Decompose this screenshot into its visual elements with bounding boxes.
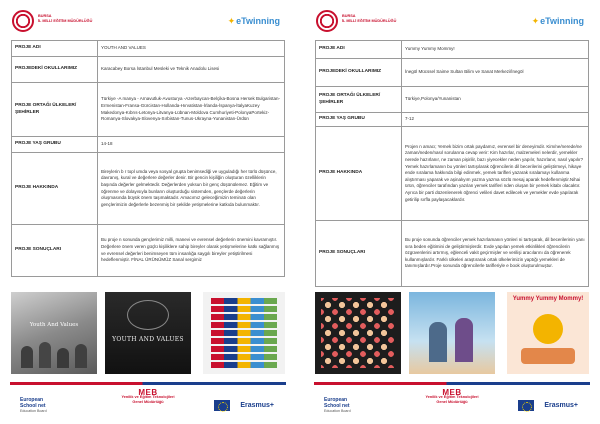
table-row bbox=[316, 127, 589, 221]
page-footer bbox=[312, 380, 592, 424]
character-collage-photo bbox=[315, 292, 401, 374]
eun-sub: Education Board bbox=[324, 409, 351, 413]
footer-divider bbox=[314, 382, 590, 385]
row-value: 14-18 bbox=[98, 137, 285, 153]
meb-footer-line1: Yenilik ve Eğitim Teknolojileri bbox=[425, 395, 479, 399]
etwinning-text: eTwinning bbox=[236, 16, 280, 26]
star-icon: ✦ bbox=[531, 16, 540, 26]
row-label: PROJE SONUÇLARI bbox=[316, 221, 402, 287]
photo-strip bbox=[315, 292, 589, 374]
eu-flag-icon bbox=[214, 400, 230, 411]
table-row bbox=[12, 153, 285, 225]
table-row bbox=[316, 113, 589, 127]
photo-strip bbox=[11, 292, 285, 374]
eun-line2: School net bbox=[20, 402, 46, 409]
meb-footer-line2: Genel Müdürlüğü bbox=[132, 400, 164, 404]
eun-line2: School net bbox=[324, 402, 350, 409]
footer-divider bbox=[10, 382, 286, 385]
project-info-table bbox=[315, 40, 589, 287]
row-label: PROJE HAKKINDA bbox=[12, 153, 98, 225]
row-value: Yummy Yummy Mommy! bbox=[402, 41, 589, 59]
page-footer bbox=[8, 380, 288, 424]
row-value: Bu proje n sonunda gençlerimiz milli, manevi ve evrensel değerlerin önemini kavramıştır. Değerlere önem veren güçlü kişiliklere sahip bireyler olarak yetişmelerine katkı sağlanmış ve evrensel değerleri benimseyen tüm insanlığa saygılı bireyler yetiştirilmesi hedeflenmiştir. FİNAL ÜRÜNÜMÜZ Sanal sergimiz bbox=[98, 225, 285, 277]
table-row bbox=[316, 41, 589, 59]
meb-footer-line2: Genel Müdürlüğü bbox=[436, 400, 468, 404]
document-page-right bbox=[312, 0, 592, 424]
meb-header-text bbox=[342, 14, 412, 24]
meb-logo-icon bbox=[12, 10, 34, 32]
row-label: PROJE SONUÇLARI bbox=[12, 225, 98, 277]
european-schoolnet-logo bbox=[324, 398, 351, 415]
classroom-photo bbox=[409, 292, 495, 374]
star-icon: ✦ bbox=[227, 16, 236, 26]
table-row bbox=[316, 221, 589, 287]
meb-mark: MEB bbox=[138, 388, 158, 397]
meb-city: BURSA bbox=[342, 14, 356, 18]
meb-logo-icon bbox=[316, 10, 338, 32]
eun-line1: European bbox=[324, 397, 348, 403]
row-label: PROJE ADI bbox=[12, 41, 98, 57]
meb-directorate: İL MİLLİ EĞİTİM MÜDÜRLÜĞÜ bbox=[38, 19, 93, 23]
eun-line1: European bbox=[20, 397, 44, 403]
photo-caption: Youth And Values bbox=[29, 322, 79, 328]
row-label: PROJEDEKİ OKULLARIMIZ bbox=[316, 59, 402, 87]
document-page-left bbox=[8, 0, 288, 424]
eun-sub: Education Board bbox=[20, 409, 47, 413]
row-label: PROJE ADI bbox=[316, 41, 402, 59]
row-value: Projen n amacı; Yemek bizim ortak paydamız, evrensel bir deneyimdir. Kim/ne/nerede/ne zaman/neden/nasıl sorularına cevap verir: Kim hazırlar, malzemeleri nelerdir, yemekler nerede hazırlanır, ne zaman pişirilir, bazı yiyecekler neden yapılır, hazırlanır, nasıl yapılır? Yemek hazırlamanın bu yönleri tartışılarak öğrencilerin dil becerilerini geliştirmeyi, hikaye ende sıralama hakkında bilgi edinmek, yemek tarifleri yazarak sıralamayı kullanma alıştırması yaparak ve aşinalıyım yazma yazma sözlü mesaj aparak hedeflenmiştir.Nihai ürün, öğrenciler tarafından yazılan yemek tarifleri nden oluşan bir yemek kitabı olacaktır. Ayrıca bir parti düzenlenerek öğrenci velileri davet edilecek ve yemekler evde yapılarak getirilip sırfla paylaşacaklardır. bbox=[402, 127, 589, 221]
meb-footer-logo bbox=[112, 390, 184, 405]
row-value: Türkiye,Polonya/Yunanistan bbox=[402, 87, 589, 113]
meb-footer-logo bbox=[416, 390, 488, 405]
meb-city: BURSA bbox=[38, 14, 52, 18]
row-value: 7-12 bbox=[402, 113, 589, 127]
collage-photo bbox=[203, 292, 285, 374]
etwinning-logo bbox=[532, 16, 584, 27]
european-schoolnet-logo bbox=[20, 398, 47, 415]
row-label: PROJE ORTAĞI ÜLKELER/ŞEHİRLER bbox=[316, 87, 402, 113]
row-label: PROJEDEKİ OKULLARIMIZ bbox=[12, 57, 98, 83]
page-header bbox=[8, 6, 288, 32]
poster-title: Yummy Yummy Mommy! bbox=[512, 296, 584, 302]
meb-mark: MEB bbox=[442, 388, 462, 397]
row-value: İnegöl Mücssel Saime Sultan Bilim ve Sanat Merkezi/İnegöl bbox=[402, 59, 589, 87]
table-row bbox=[316, 59, 589, 87]
yummy-poster bbox=[507, 292, 589, 374]
erasmus-logo: Erasmus+ bbox=[544, 402, 578, 409]
etwinning-text: eTwinning bbox=[540, 16, 584, 26]
table-row bbox=[12, 225, 285, 277]
youth-values-photo bbox=[11, 292, 97, 374]
table-row bbox=[12, 83, 285, 137]
row-label: PROJE YAŞ GRUBU bbox=[316, 113, 402, 127]
etwinning-logo bbox=[228, 16, 280, 27]
erasmus-logo: Erasmus+ bbox=[240, 402, 274, 409]
meb-header-text bbox=[38, 14, 108, 24]
eu-flag-icon bbox=[518, 400, 534, 411]
row-value: Bu proje sonunda öğrenciler yemek hazırlamanın yönleri ni tartışarak, dil becerilerinin yanı sıra beden eğitimini de geliştirmişlerdir. Evde yapılan yemek etkinlikleri öğrencilerin özgüvenlerini artırmış, eğlenceli vakit geçirmişler ve verilişi aracılarını da öğrenerek kullanmışlardır. Farklı ülkeleri araştırarak ortak ülkelerimizin yaptığı yemekleri de tanımışlardır.Proje sonunda öğrencilerle tarifleriyle e book oluşturulmuştur. bbox=[402, 221, 589, 287]
table-row bbox=[12, 57, 285, 83]
row-value: Bireylerin b r topl umda veya sosyal grupta benimsediği ve uyguladığı her türlü düşünce, davranış, kural ve değerlere değerler denir. Bir gencin kişiliğin oluşturan özelliklerin başında değerler gelmektedir. Değerlerden yoksun bir genç düşünülemez. Eğitim ve öğrenme ve dolayısıyla bunların oluşturduğu sistemden, gençlerde değerlerin oluşmasında büyük önem taşımaktadır. Amacımız geleceğimizin teminatı olan gençlerimizin değerlerle bezenmiş bir şekilde yetişmelerine katkıda bulunmaktır. bbox=[98, 153, 285, 225]
meb-directorate: İL MİLLİ EĞİTİM MÜDÜRLÜĞÜ bbox=[342, 19, 397, 23]
page-header bbox=[312, 6, 592, 32]
row-value: Karacabey Borsa İstanbul Mesleki ve Teknik Anadolu Lisesi bbox=[98, 57, 285, 83]
table-row bbox=[12, 41, 285, 57]
row-value: YOUTH AND VALUES bbox=[98, 41, 285, 57]
poster-caption: YOUTH AND VALUES bbox=[112, 336, 184, 343]
meb-footer-line1: Yenilik ve Eğitim Teknolojileri bbox=[121, 395, 175, 399]
row-label: PROJE ORTAĞI ÜLKELER/ŞEHİRLER bbox=[12, 83, 98, 137]
row-label: PROJE HAKKINDA bbox=[316, 127, 402, 221]
table-row bbox=[12, 137, 285, 153]
project-info-table bbox=[11, 40, 285, 277]
row-value: Türkiye -A manya - Arnavutluk-Avusturya -Azerbaycan-Belçika-Bosna Hersek Bulgaristan- Ermenistan-Fransa-Gürcistan-Hollanda-Hırvatistan-İrlanda-İspanya-İtalyaKuzey Makedonya-Kıbrıs-Letonya-Litvanya-Lübnan-Moldova Cumhuriyeti-PolonyaPortekiz-Romanya-Slovakya-Slovenya-Sırbistan-Tunus-Ukrayna-Yunanistan-Ürdün bbox=[98, 83, 285, 137]
youth-values-poster bbox=[105, 292, 191, 374]
table-row bbox=[316, 87, 589, 113]
row-label: PROJE YAŞ GRUBU bbox=[12, 137, 98, 153]
